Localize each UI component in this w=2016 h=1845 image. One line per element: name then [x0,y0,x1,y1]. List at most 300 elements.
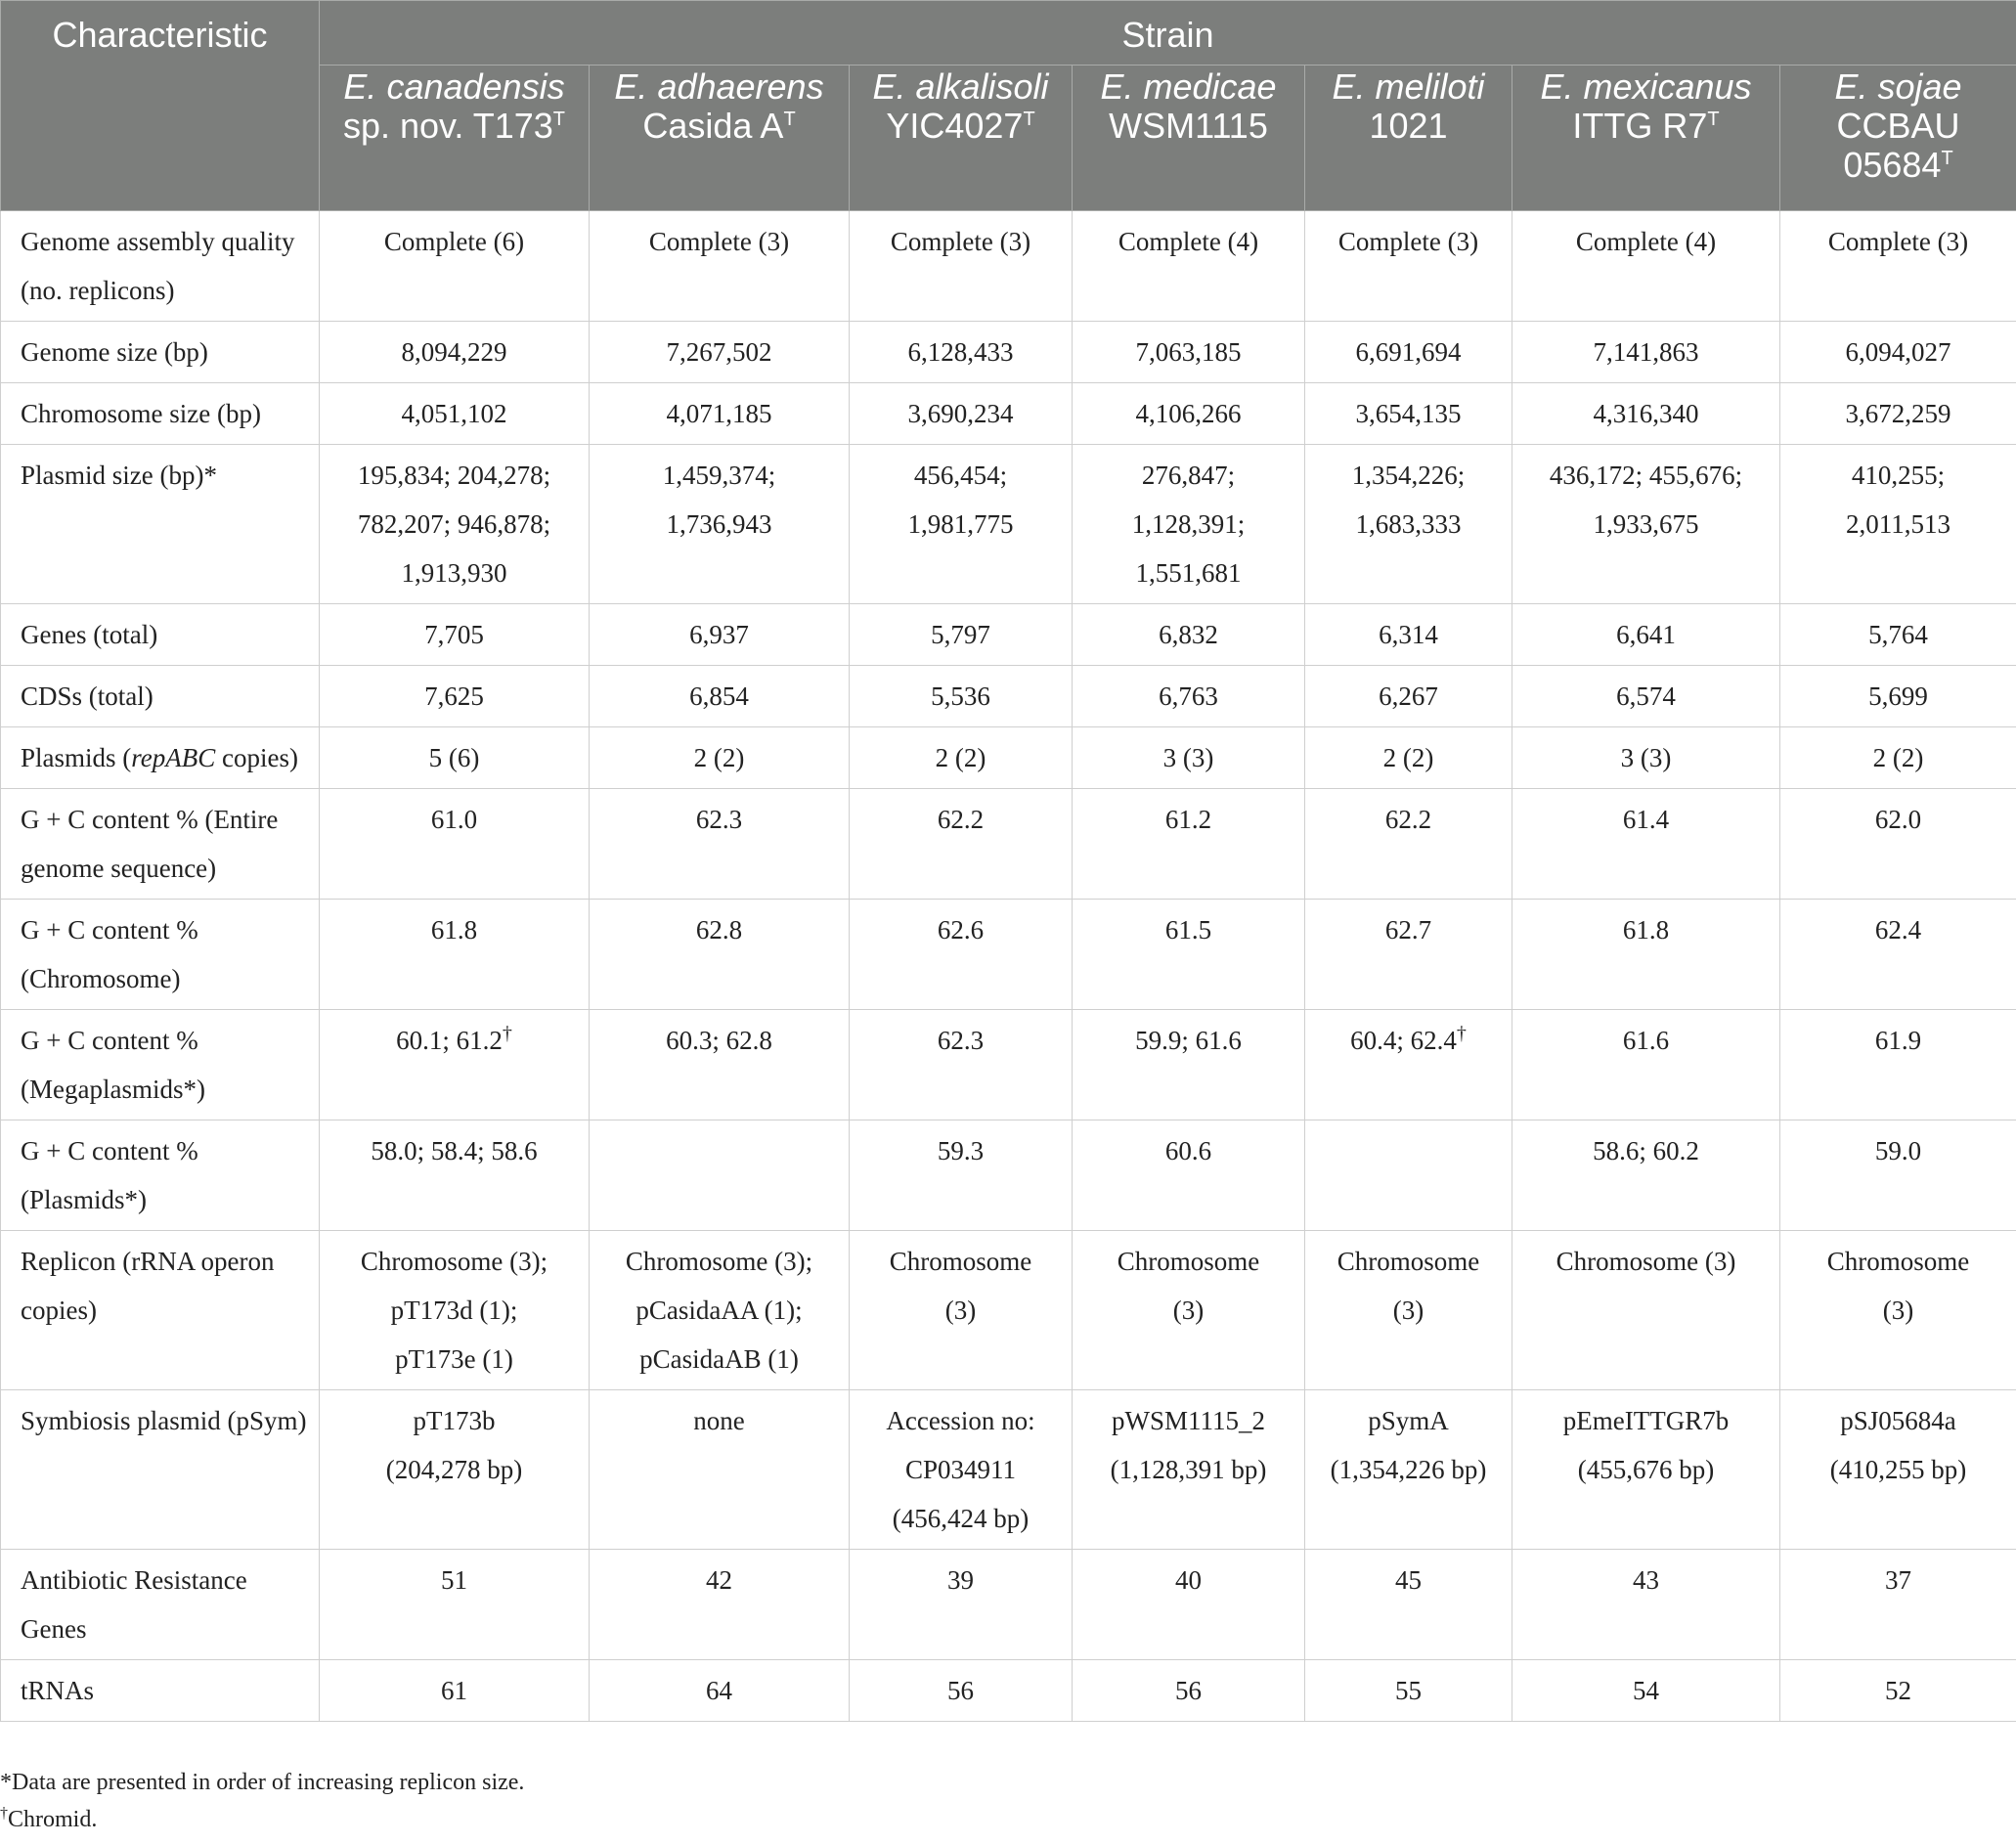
cell-value: Complete (3) [1827,227,1969,256]
table-cell [1780,1660,2016,1722]
table-cell [1305,727,1512,789]
table-cell [850,900,1073,1010]
cell-line: 1,551,681 [1135,558,1242,588]
row-label: Genome assembly quality (no. replicons) [1,211,320,322]
table-cell [590,1660,850,1722]
cell-value: 2 (2) [1382,743,1434,772]
cell-value: 64 [706,1676,732,1705]
row-label-prefix: Plasmids ( [21,743,132,772]
row-label [1,727,320,789]
cell-value: 5 (6) [428,743,480,772]
cell-value: 62.2 [937,805,985,834]
table-cell [1305,1010,1512,1120]
table-row [1,727,2016,789]
species-name: E. canadensis [343,66,565,107]
cell-line: 436,172; 455,676; [1549,461,1743,490]
table-row [1,900,2016,1010]
cell-value: Complete (3) [890,227,1031,256]
type-strain-mark: T [1941,148,1953,169]
cell-value: 7,267,502 [666,337,772,367]
characteristic-header: Characteristic [1,1,320,211]
table-cell [1073,445,1305,604]
table-row [1,383,2016,445]
cell-value: 51 [441,1565,467,1595]
cell-value: 56 [1175,1676,1202,1705]
table-cell [1305,211,1512,322]
footnote-mark: * [0,1770,12,1795]
strain-header-3 [1073,66,1305,211]
cell-value: 6,641 [1616,620,1676,649]
cell-line: (456,424 bp) [892,1504,1030,1533]
table-cell [1780,1390,2016,1550]
cell-line: Chromosome [1337,1247,1480,1276]
cell-value: 61.6 [1622,1026,1670,1055]
table-cell [850,1550,1073,1660]
cell-value: 62.8 [695,915,743,944]
cell-value: 6,854 [689,681,749,711]
table-cell [590,383,850,445]
row-label: Genome size (bp) [1,322,320,383]
cell-value: 62.3 [937,1026,985,1055]
table-cell [1073,789,1305,900]
cell-value: 7,063,185 [1135,337,1242,367]
table-cell [1512,666,1780,727]
cell-value: 6,314 [1379,620,1438,649]
cell-line: pT173b [413,1406,496,1435]
cell-line: 1,913,930 [401,558,507,588]
table-cell [850,322,1073,383]
table-cell [1512,211,1780,322]
cell-line: (3) [944,1296,977,1325]
table-cell [320,1550,590,1660]
table-cell [1780,789,2016,900]
footnotes [0,1764,524,1838]
cell-value: 2 (2) [693,743,745,772]
cell-line: Accession no: [886,1406,1035,1435]
cell-line: 1,933,675 [1593,509,1699,539]
cell-line: 276,847; [1141,461,1236,490]
species-name: E. sojae [1834,66,1962,107]
table-cell [590,727,850,789]
table-cell [320,1390,590,1550]
cell-value: 40 [1175,1565,1202,1595]
cell-line: 782,207; 946,878; [357,509,551,539]
row-label: G + C content % (Chromosome) [1,900,320,1010]
cell-value: 6,128,433 [907,337,1014,367]
table-cell [1512,383,1780,445]
cell-line: Chromosome [889,1247,1032,1276]
cell-value: 6,574 [1616,681,1676,711]
cell-line: 2,011,513 [1846,509,1951,539]
cell-value: 6,832 [1159,620,1218,649]
cell-value: 4,316,340 [1593,399,1699,428]
cell-line: 1,354,226; [1351,461,1466,490]
cell-line: 456,454; [913,461,1008,490]
cell-value: 3,690,234 [907,399,1014,428]
cell-value: 59.0 [1874,1136,1922,1165]
table-cell [850,727,1073,789]
table-body [1,211,2016,1722]
strain-name: CCBAU 05684 [1836,106,1960,185]
cell-value: 5,699 [1868,681,1928,711]
cell-line: pWSM1115_2 [1111,1406,1265,1435]
row-label: Symbiosis plasmid (pSym) [1,1390,320,1550]
table-row [1,1660,2016,1722]
cell-value: 6,094,027 [1845,337,1951,367]
cell-value: 7,141,863 [1593,337,1699,367]
cell-value: 3 (3) [1620,743,1672,772]
table-cell [1512,1660,1780,1722]
type-strain-mark: T [552,109,566,130]
cell-value: 58.0; 58.4; 58.6 [371,1136,538,1165]
footnote [0,1764,524,1801]
cell-value: Complete (4) [1118,227,1259,256]
table-cell [590,1120,850,1231]
cell-line: none [693,1406,745,1435]
cell-value: 5,536 [931,681,990,711]
strain-header-6 [1780,66,2016,211]
cell-value: 37 [1885,1565,1912,1595]
cell-value: 43 [1633,1565,1659,1595]
table-cell [590,1010,850,1120]
cell-line: 195,834; 204,278; [357,461,551,490]
table-cell [1780,383,2016,445]
strain-header-0 [320,66,590,211]
cell-line: 1,128,391; [1131,509,1246,539]
cell-line: Chromosome [1117,1247,1260,1276]
table-cell [1305,1231,1512,1390]
table-cell [320,383,590,445]
species-name: E. medicae [1100,66,1277,107]
cell-line: (1,354,226 bp) [1330,1455,1487,1484]
table-cell [1512,1390,1780,1550]
table-cell [1073,1390,1305,1550]
cell-line: (204,278 bp) [385,1455,523,1484]
cell-value: 6,763 [1159,681,1218,711]
table-cell [590,322,850,383]
cell-value: 60.6 [1164,1136,1212,1165]
table-cell [1073,727,1305,789]
table-cell [850,604,1073,666]
cell-value: 62.6 [937,915,985,944]
table-row [1,1550,2016,1660]
table-cell [1073,666,1305,727]
table-cell [850,1390,1073,1550]
table-cell [1512,727,1780,789]
table-cell [320,900,590,1010]
row-label: tRNAs [1,1660,320,1722]
cell-value: 2 (2) [935,743,986,772]
cell-value: 3,672,259 [1845,399,1951,428]
cell-value: 61.5 [1164,915,1212,944]
cell-value: 61.9 [1874,1026,1922,1055]
table-cell [1073,211,1305,322]
cell-value: 45 [1395,1565,1422,1595]
chromid-mark: † [502,1023,512,1044]
table-cell [850,789,1073,900]
table-cell [1305,1660,1512,1722]
cell-line: pEmeITTGR7b [1562,1406,1730,1435]
table-cell [1305,1390,1512,1550]
cell-value: Complete (4) [1575,227,1717,256]
table-cell [590,666,850,727]
cell-value: 61.2 [1164,805,1212,834]
cell-line: Chromosome (3); [625,1247,813,1276]
cell-value: 60.4; 62.4 [1350,1026,1457,1055]
table-cell [1780,727,2016,789]
table-cell [320,789,590,900]
table-cell [1780,322,2016,383]
type-strain-mark: T [1707,109,1720,130]
table-cell [590,1390,850,1550]
table-cell [1073,900,1305,1010]
cell-line: (3) [1172,1296,1205,1325]
strain-group-header: Strain [320,1,2016,66]
table-header [1,1,2016,211]
cell-line: pCasidaAA (1); [635,1296,803,1325]
table-cell [1512,1231,1780,1390]
row-label-suffix: copies) [215,743,298,772]
table-row [1,789,2016,900]
table-row [1,1231,2016,1390]
strain-name: sp. nov. T173 [342,106,553,146]
footnote [0,1801,524,1838]
cell-value: 4,051,102 [401,399,507,428]
footnote-mark: † [0,1805,8,1822]
table-cell [320,727,590,789]
row-label-gene: repABC [131,743,216,772]
table-cell [850,666,1073,727]
cell-value: 61.4 [1622,805,1670,834]
table-cell [1780,604,2016,666]
table-cell [1073,604,1305,666]
table-row [1,211,2016,322]
table-cell [320,1010,590,1120]
cell-line: (410,255 bp) [1829,1455,1967,1484]
type-strain-mark: T [1023,109,1035,130]
cell-value: 6,267 [1379,681,1438,711]
cell-line: 410,255; [1851,461,1946,490]
cell-line: pT173e (1) [395,1344,513,1374]
table-cell [1073,1550,1305,1660]
table-cell [1073,322,1305,383]
table-cell [1780,900,2016,1010]
cell-value: 60.1; 61.2 [396,1026,503,1055]
table-cell [320,1120,590,1231]
table-cell [1305,666,1512,727]
cell-value: 39 [947,1565,974,1595]
cell-value: 52 [1885,1676,1912,1705]
table-cell [320,604,590,666]
species-name: E. mexicanus [1540,66,1752,107]
table-cell [590,604,850,666]
table-cell [1780,666,2016,727]
table-cell [320,666,590,727]
table-cell [1780,1550,2016,1660]
cell-value: 8,094,229 [401,337,507,367]
cell-line: Chromosome [1826,1247,1970,1276]
strain-name: WSM1115 [1109,106,1268,146]
cell-value: 59.9; 61.6 [1135,1026,1242,1055]
cell-value: 61 [441,1676,467,1705]
cell-value: 61.8 [1622,915,1670,944]
row-label: Plasmid size (bp)* [1,445,320,604]
cell-value: 62.7 [1384,915,1432,944]
cell-value: 62.4 [1874,915,1922,944]
table-cell [1305,1550,1512,1660]
cell-value: 2 (2) [1872,743,1924,772]
table-cell [320,445,590,604]
strain-name: ITTG R7 [1572,106,1708,146]
cell-value: 4,106,266 [1135,399,1242,428]
cell-value: 42 [706,1565,732,1595]
table-cell [1512,900,1780,1010]
table-cell [1073,383,1305,445]
strain-header-4 [1305,66,1512,211]
table-cell [1780,445,2016,604]
cell-value: Complete (3) [1337,227,1479,256]
table-row [1,1010,2016,1120]
table-cell [850,1010,1073,1120]
cell-value: 3,654,135 [1355,399,1462,428]
strain-name: 1021 [1369,106,1448,146]
table-cell [590,789,850,900]
cell-value: 62.3 [695,805,743,834]
table-cell [850,1120,1073,1231]
table-cell [1305,1120,1512,1231]
row-label: G + C content % (Entire genome sequence) [1,789,320,900]
table-cell [590,1550,850,1660]
table-cell [320,322,590,383]
table-cell [1780,1010,2016,1120]
footnote-text: Data are presented in order of increasing replicon size. [12,1770,525,1795]
cell-value: 6,937 [689,620,749,649]
table-cell [1305,445,1512,604]
cell-line: (3) [1882,1296,1914,1325]
cell-line: Chromosome (3) [1556,1247,1736,1276]
strain-name: YIC4027 [886,106,1024,146]
table-row [1,1390,2016,1550]
row-label: Chromosome size (bp) [1,383,320,445]
cell-line: (3) [1392,1296,1424,1325]
cell-value: Complete (6) [383,227,525,256]
table-cell [1305,900,1512,1010]
table-cell [1305,789,1512,900]
cell-value: 6,691,694 [1355,337,1462,367]
table-cell [320,1231,590,1390]
table-cell [850,211,1073,322]
table-cell [850,383,1073,445]
cell-value: 58.6; 60.2 [1593,1136,1699,1165]
table-cell [1780,1231,2016,1390]
cell-line: 1,459,374; [662,461,776,490]
strain-name: Casida A [642,106,784,146]
table-cell [1512,1550,1780,1660]
cell-line: Chromosome (3); [360,1247,548,1276]
table-row [1,445,2016,604]
table-cell [1512,604,1780,666]
table-cell [1305,604,1512,666]
cell-line: pCasidaAB (1) [639,1344,799,1374]
cell-value: 54 [1633,1676,1659,1705]
row-label: CDSs (total) [1,666,320,727]
cell-value: 60.3; 62.8 [666,1026,772,1055]
cell-value: 7,705 [424,620,484,649]
cell-line: (455,676 bp) [1577,1455,1715,1484]
cell-value: 59.3 [937,1136,985,1165]
table-cell [320,1660,590,1722]
cell-value: Complete (3) [648,227,790,256]
cell-line: 1,736,943 [666,509,772,539]
cell-value: 62.0 [1874,805,1922,834]
table-cell [850,1660,1073,1722]
table-cell [1512,789,1780,900]
row-label: Antibiotic Resistance Genes [1,1550,320,1660]
cell-line: pSymA [1368,1406,1449,1435]
row-label: Replicon (rRNA operon copies) [1,1231,320,1390]
cell-value: 56 [947,1676,974,1705]
table-cell [590,445,850,604]
cell-line: (1,128,391 bp) [1110,1455,1267,1484]
cell-value: 4,071,185 [666,399,772,428]
table-row [1,666,2016,727]
table-cell [1073,1660,1305,1722]
cell-line: pT173d (1); [390,1296,518,1325]
table-cell [1073,1010,1305,1120]
row-label: G + C content % (Megaplasmids*) [1,1010,320,1120]
cell-value: 62.2 [1384,805,1432,834]
cell-value: 61.0 [430,805,478,834]
strain-header-5 [1512,66,1780,211]
strain-header-1 [590,66,850,211]
table-cell [1512,1120,1780,1231]
cell-value: 55 [1395,1676,1422,1705]
table-cell [590,900,850,1010]
table-cell [590,211,850,322]
strain-header-2 [850,66,1073,211]
cell-value: 61.8 [430,915,478,944]
table-row [1,322,2016,383]
cell-value: 7,625 [424,681,484,711]
table-cell [850,445,1073,604]
species-name: E. meliloti [1332,66,1485,107]
table-cell [1073,1120,1305,1231]
cell-line: 1,981,775 [907,509,1014,539]
type-strain-mark: T [783,109,796,130]
cell-line: CP034911 [904,1455,1017,1484]
table-cell [1305,322,1512,383]
table-cell [590,1231,850,1390]
table-cell [1512,322,1780,383]
footnote-text: Chromid. [8,1807,98,1832]
table-cell [1780,1120,2016,1231]
table-row [1,604,2016,666]
table-cell [1780,211,2016,322]
cell-line: pSJ05684a [1840,1406,1956,1435]
row-label: G + C content % (Plasmids*) [1,1120,320,1231]
cell-value: 5,797 [931,620,990,649]
species-name: E. alkalisoli [872,66,1049,107]
cell-value: 5,764 [1868,620,1928,649]
table-cell [850,1231,1073,1390]
table-cell [1512,445,1780,604]
row-label: Genes (total) [1,604,320,666]
cell-value: 3 (3) [1162,743,1214,772]
chromid-mark: † [1456,1023,1467,1044]
table-row [1,1120,2016,1231]
table-cell [1073,1231,1305,1390]
species-name: E. adhaerens [614,66,824,107]
